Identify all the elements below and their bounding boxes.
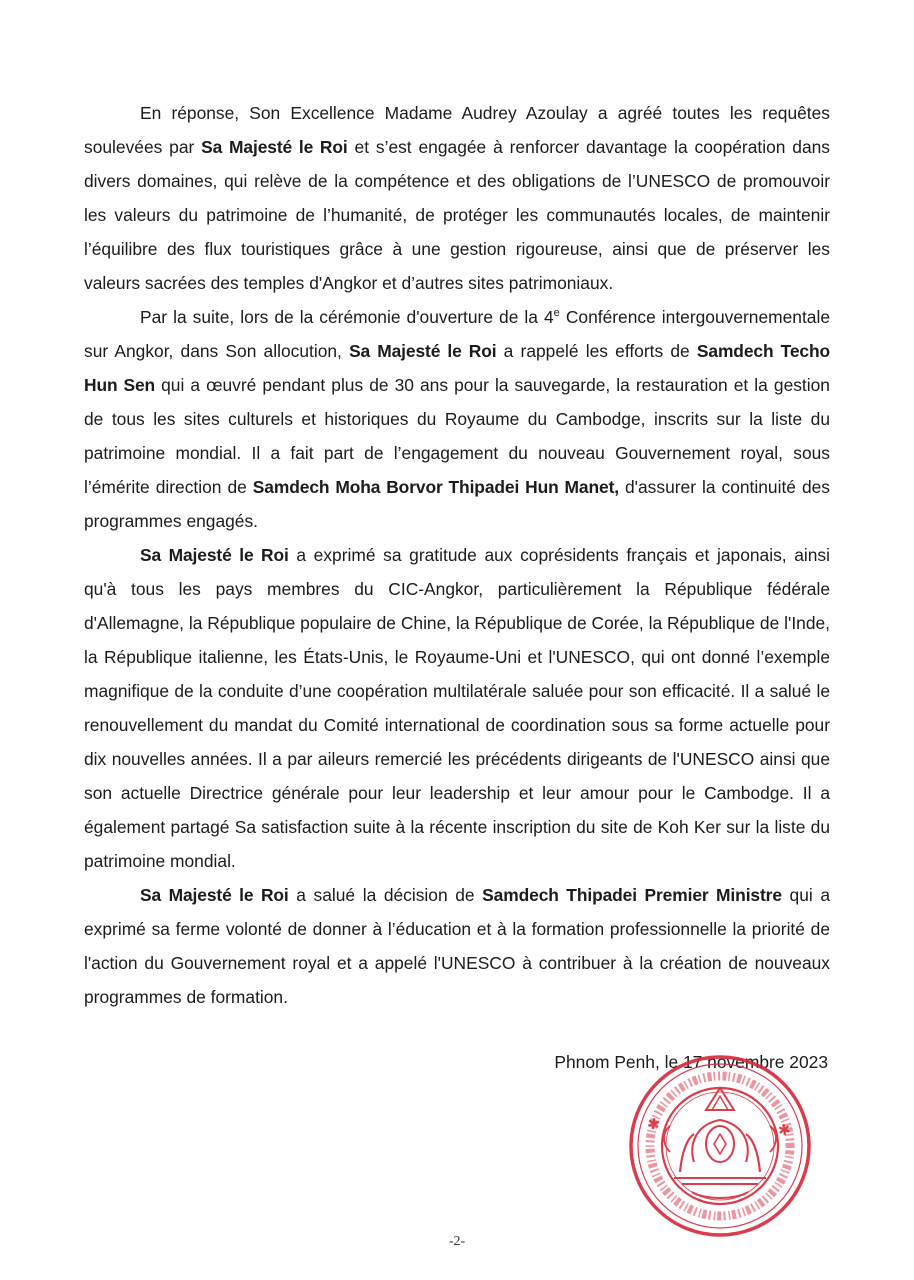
text-run: Conférence intergouvernementale sur Angkor, dans Son allocution, (84, 307, 830, 361)
text-run: qui a exprimé sa ferme volonté de donner à l’éducation et à la formation professionnelle la priorité de l'action du Gouvernement royal et a appelé l'UNESCO à contribuer à la création de nouveaux programmes de formation. (84, 885, 831, 1007)
text-run: et s’est engagée à renforcer davantage la coopération dans divers domaines, qui relève de la compétence et des obligations de l’UNESCO de promouvoir les valeurs du patrimoine de l’humanité, de protéger les communautés locales, de maintenir l’équilibre des flux touristiques grâce à une gestion rigoureuse, ainsi que de préserver les valeurs sacrées des temples d'Angkor et d’autres sites patrimoniaux. (84, 137, 830, 293)
paragraph (84, 300, 830, 538)
bold-text: Sa Majesté le Roi (140, 545, 289, 565)
text-run: qui a œuvré pendant plus de 30 ans pour la sauvegarde, la restauration et la gestion de tous les sites culturels et historiques du Royaume du Cambodge, inscrits sur la liste du patrimoine mondial. Il a fait part de l’engagement du nouveau Gouvernement royal, sous l’émérite direction de (84, 375, 830, 497)
document-body (84, 96, 830, 1014)
place-and-date: Phnom Penh, le 17 novembre 2023 (554, 1052, 828, 1072)
bold-text: Samdech Thipadei Premier Ministre (482, 885, 782, 905)
bold-text: Sa Majesté le Roi (349, 341, 497, 361)
page-number: -2- (448, 1234, 466, 1249)
bold-text: Sa Majesté le Roi (201, 137, 348, 157)
paragraph (84, 538, 830, 878)
paragraph (84, 96, 830, 300)
bold-text: Samdech Moha Borvor Thipadei Hun Manet, (252, 477, 620, 497)
text-run: a salué la décision de (288, 885, 483, 905)
text-run: d'assurer la continuité des programmes engagés. (84, 477, 831, 531)
text-run: Par la suite, lors de la cérémonie d'ouverture de la 4 (140, 307, 554, 327)
text-run: En réponse, Son Excellence Madame Audrey Azoulay a agréé toutes les requêtes soulevées par (84, 103, 830, 157)
text-run: a exprimé sa gratitude aux coprésidents français et japonais, ainsi qu'à tous les pays membres du CIC-Angkor, particulièrement la République fédérale d'Allemagne, la République populaire de Chine, la République de Corée, la République de l'Inde, la République italienne, les États-Unis, le Royaume-Uni et l'UNESCO, qui ont donné l’exemple magnifique de la conduite d’une coopération multilatérale saluée pour son efficacité. Il a salué le renouvellement du mandat du Comité international de coordination sous sa forme actuelle pour dix nouvelles années. Il a par aileurs remercié les précédents dirigeants de l'UNESCO ainsi que son actuelle Directrice générale pour leur leadership et leur amour pour le Cambodge. Il a également partagé Sa satisfaction suite à la récente inscription du site de Koh Ker sur la liste du patrimoine mondial. (84, 545, 830, 871)
svg-text:✱: ✱ (642, 1113, 665, 1135)
royal-seal-stamp (628, 1054, 812, 1238)
superscript-text: e (553, 307, 560, 320)
bold-text: Samdech Techo Hun Sen (84, 341, 831, 395)
paragraph (84, 878, 830, 1014)
text-run: a rappelé les efforts de (496, 341, 697, 361)
svg-text:✱: ✱ (772, 1119, 795, 1141)
bold-text: Sa Majesté le Roi (140, 885, 289, 905)
